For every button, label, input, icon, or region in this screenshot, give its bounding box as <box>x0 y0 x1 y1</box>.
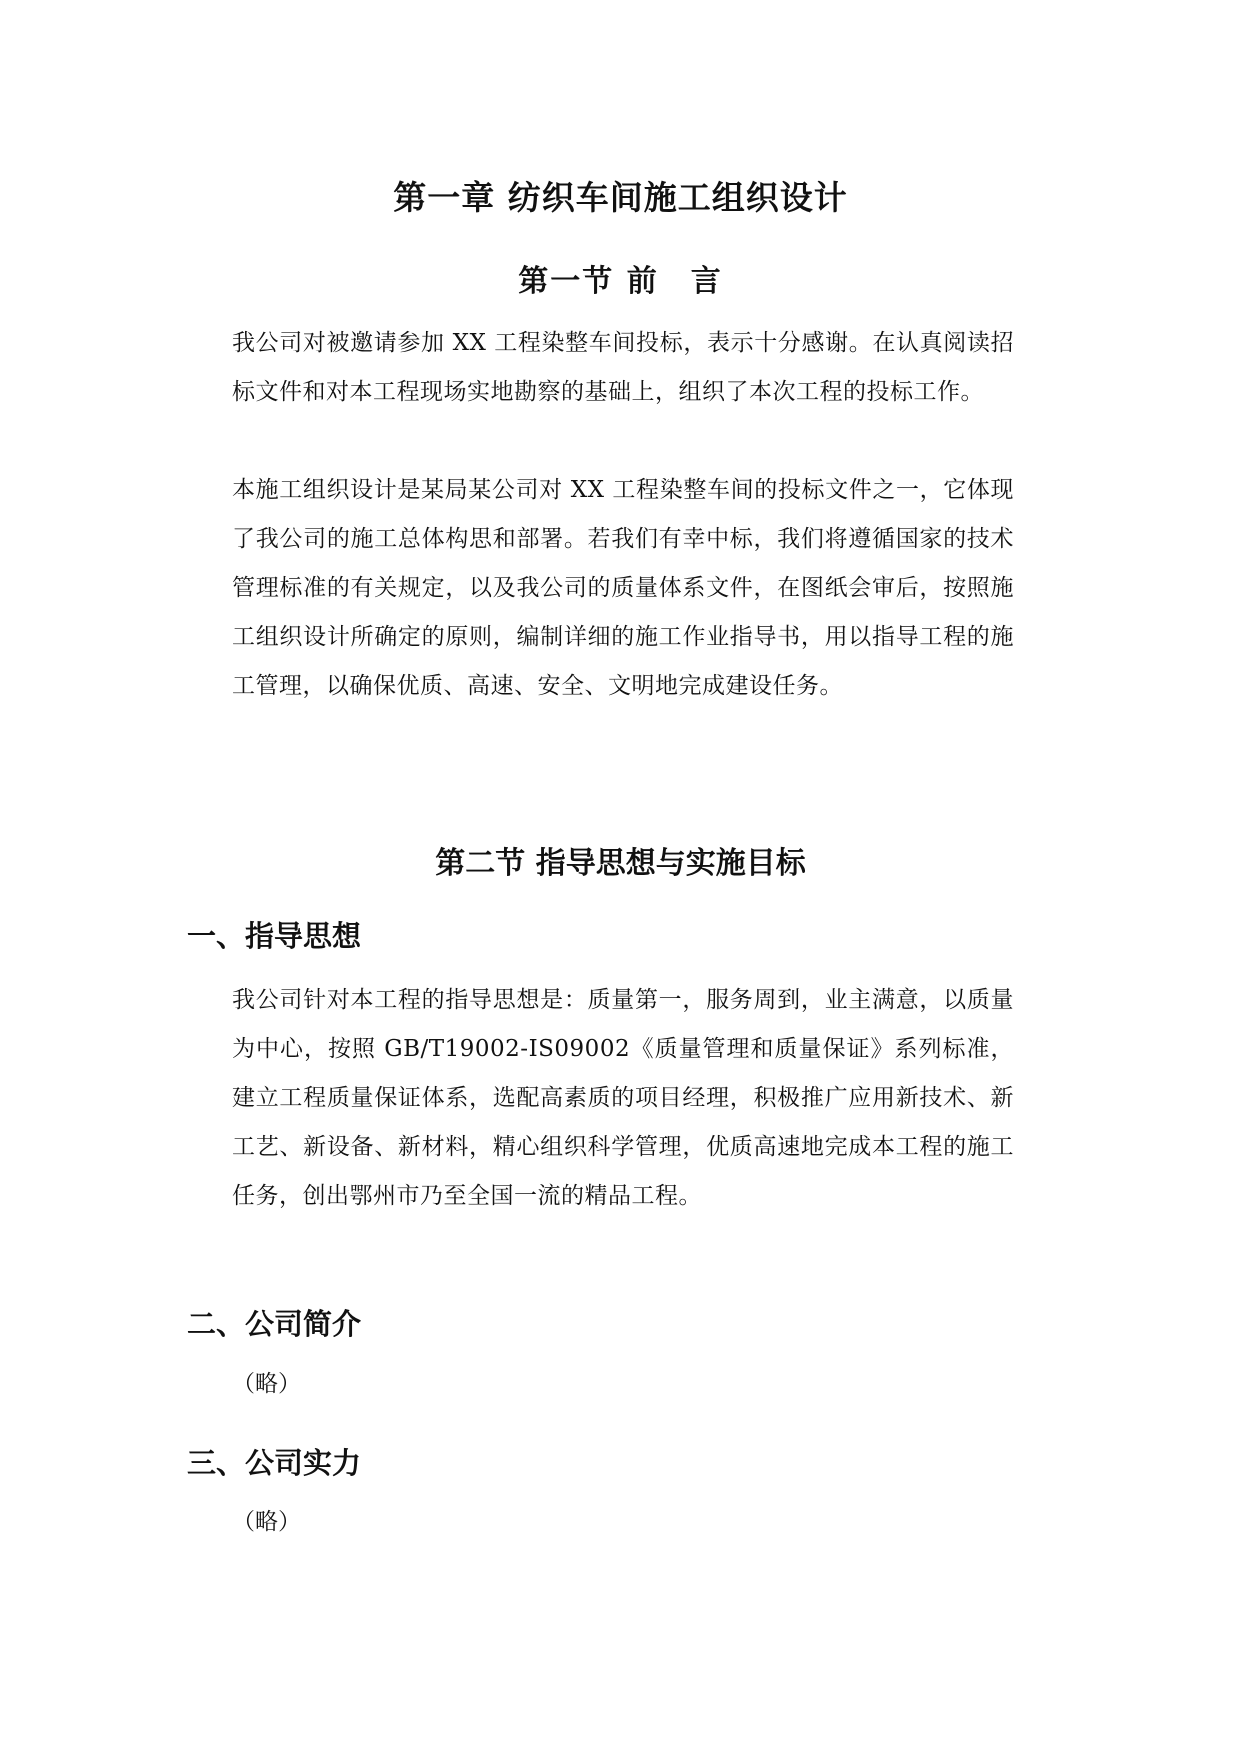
guiding-thought-paragraph: 我公司针对本工程的指导思想是：质量第一，服务周到，业主满意，以质量为中心，按照 GB/T19002-IS09002《质量管理和质量保证》系列标准，建立工程质量保证体系，选配高素质的项目经理，积极推广应用新技术、新工艺、新设备、新材料，精心组织科学管理，优质高速地完成本工程的施工任务，创出鄂州市乃至全国一流的精品工程。 <box>232 987 1014 1209</box>
preface-paragraph-2: 本施工组织设计是某局某公司对 XX 工程染整车间的投标文件之一，它体现了我公司的施工总体构思和部署。若我们有幸中标，我们将遵循国家的技术管理标准的有关规定，以及我公司的质量体系文件，在图纸会审后，按照施工组织设计所确定的原则，编制详细的施工作业指导书，用以指导工程的施工管理，以确保优质、高速、安全、文明地完成建设任务。 <box>232 477 1014 699</box>
company-intro-omitted: （略） <box>232 1371 301 1397</box>
subsection-title-guiding-thought: 一、指导思想 <box>187 919 362 953</box>
subsection-title-company-strength: 三、公司实力 <box>187 1446 362 1480</box>
preface-paragraph-1: 我公司对被邀请参加 XX 工程染整车间投标，表示十分感谢。在认真阅读招标文件和对本工程现场实地勘察的基础上，组织了本次工程的投标工作。 <box>232 330 1014 405</box>
chapter-title: 第一章 纺织车间施工组织设计 <box>393 178 848 217</box>
company-strength-omitted: （略） <box>232 1509 301 1535</box>
subsection-title-company-intro: 二、公司简介 <box>187 1307 362 1341</box>
section-title-guiding: 第二节 指导思想与实施目标 <box>435 846 806 881</box>
section-title-preface: 第一节 前 言 <box>518 264 723 299</box>
